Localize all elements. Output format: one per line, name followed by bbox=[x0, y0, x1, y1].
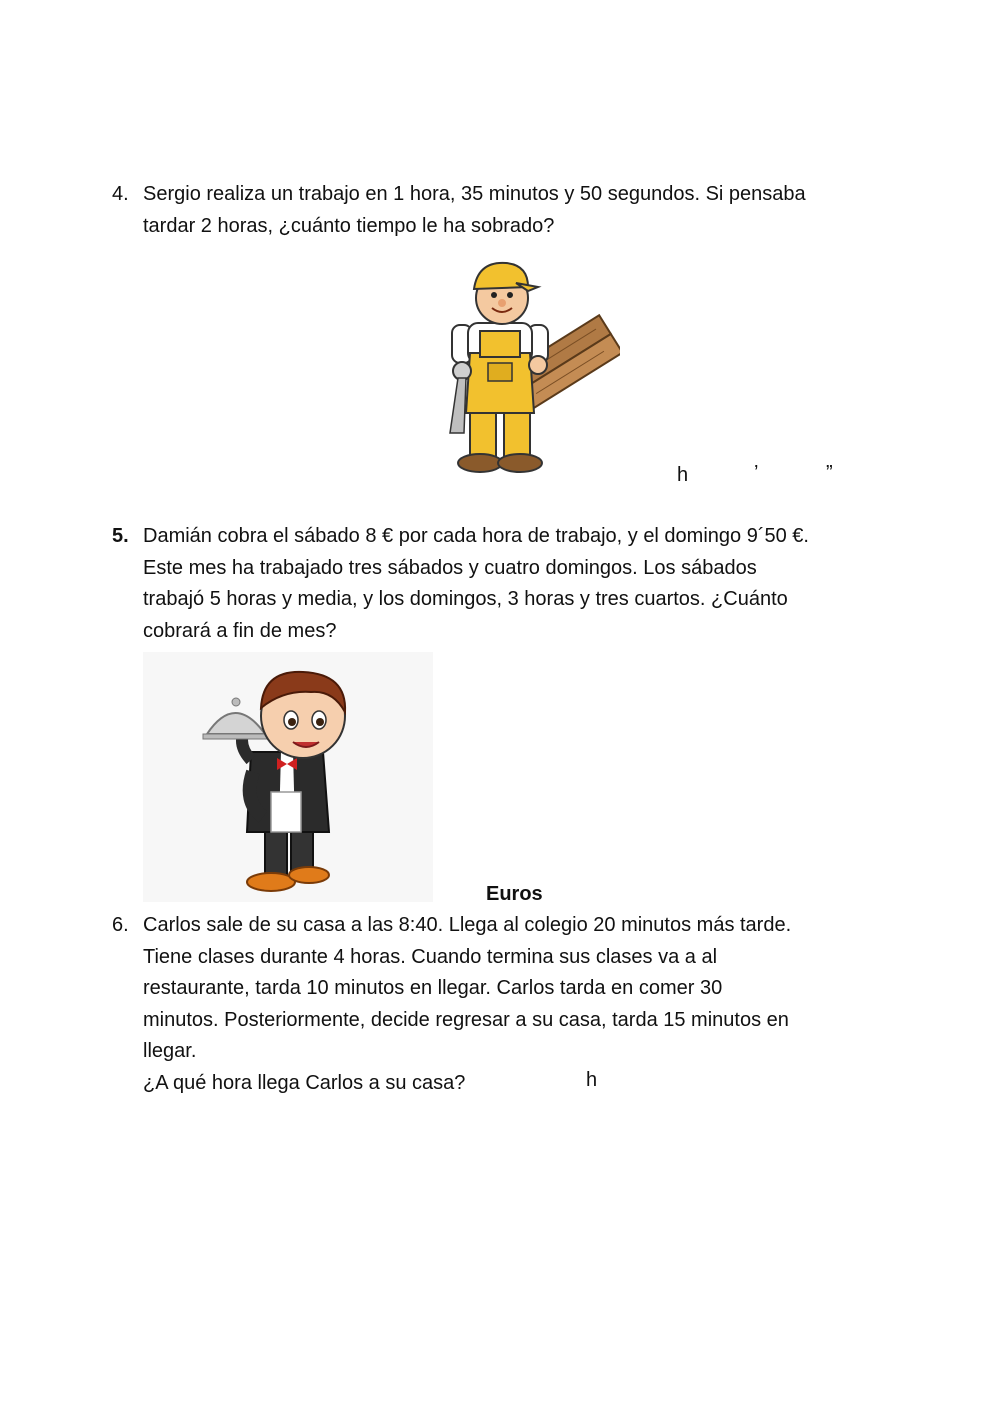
question-6-text bbox=[143, 910, 856, 1099]
question-5-number: 5. bbox=[112, 525, 129, 547]
question-6-question: ¿A qué hora llega Carlos a su casa? bbox=[143, 1071, 466, 1094]
question-6-line-3: restaurante, tarda 10 minutos en llegar. Carlos tarda en comer 30 bbox=[143, 977, 723, 999]
question-6-line-1: Carlos sale de su casa a las 8:40. Llega al colegio 20 minutos más tarde. bbox=[143, 914, 792, 936]
question-5-line-1: Damián cobra el sábado 8 € por cada hora de trabajo, y el domingo 9´50 €. bbox=[143, 525, 809, 547]
question-6-number: 6. bbox=[112, 914, 129, 936]
waiter-illustration bbox=[143, 652, 433, 902]
question-4-line-1: Sergio realiza un trabajo en 1 hora, 35 minutos y 50 segundos. Si pensaba bbox=[143, 183, 806, 205]
question-4-line-2: tardar 2 horas, ¿cuánto tiempo le ha sobrado? bbox=[143, 214, 555, 237]
answer-seconds-unit: ” bbox=[826, 462, 833, 484]
question-6-line-2: Tiene clases durante 4 horas. Cuando termina sus clases va a al bbox=[143, 945, 718, 968]
answer-time-unit: h bbox=[586, 1069, 598, 1091]
question-5-text bbox=[143, 521, 856, 647]
question-4-text bbox=[143, 179, 856, 242]
question-6-line-5: llegar. bbox=[143, 1040, 197, 1062]
answer-hours-unit: h bbox=[677, 464, 689, 486]
question-6-line-4: minutos. Posteriormente, decide regresar a su casa, tarda 15 minutos en bbox=[143, 1008, 789, 1031]
answer-euros-unit: Euros bbox=[486, 883, 543, 905]
question-4-number: 4. bbox=[112, 183, 129, 205]
carpenter-worker-illustration bbox=[420, 253, 620, 475]
question-5-line-4: cobrará a fin de mes? bbox=[143, 619, 337, 642]
answer-minutes-unit: ’ bbox=[754, 462, 759, 484]
question-5-line-2: Este mes ha trabajado tres sábados y cuatro domingos. Los sábados bbox=[143, 556, 757, 579]
question-5-line-3: trabajó 5 horas y media, y los domingos, 3 horas y tres cuartos. ¿Cuánto bbox=[143, 588, 788, 610]
